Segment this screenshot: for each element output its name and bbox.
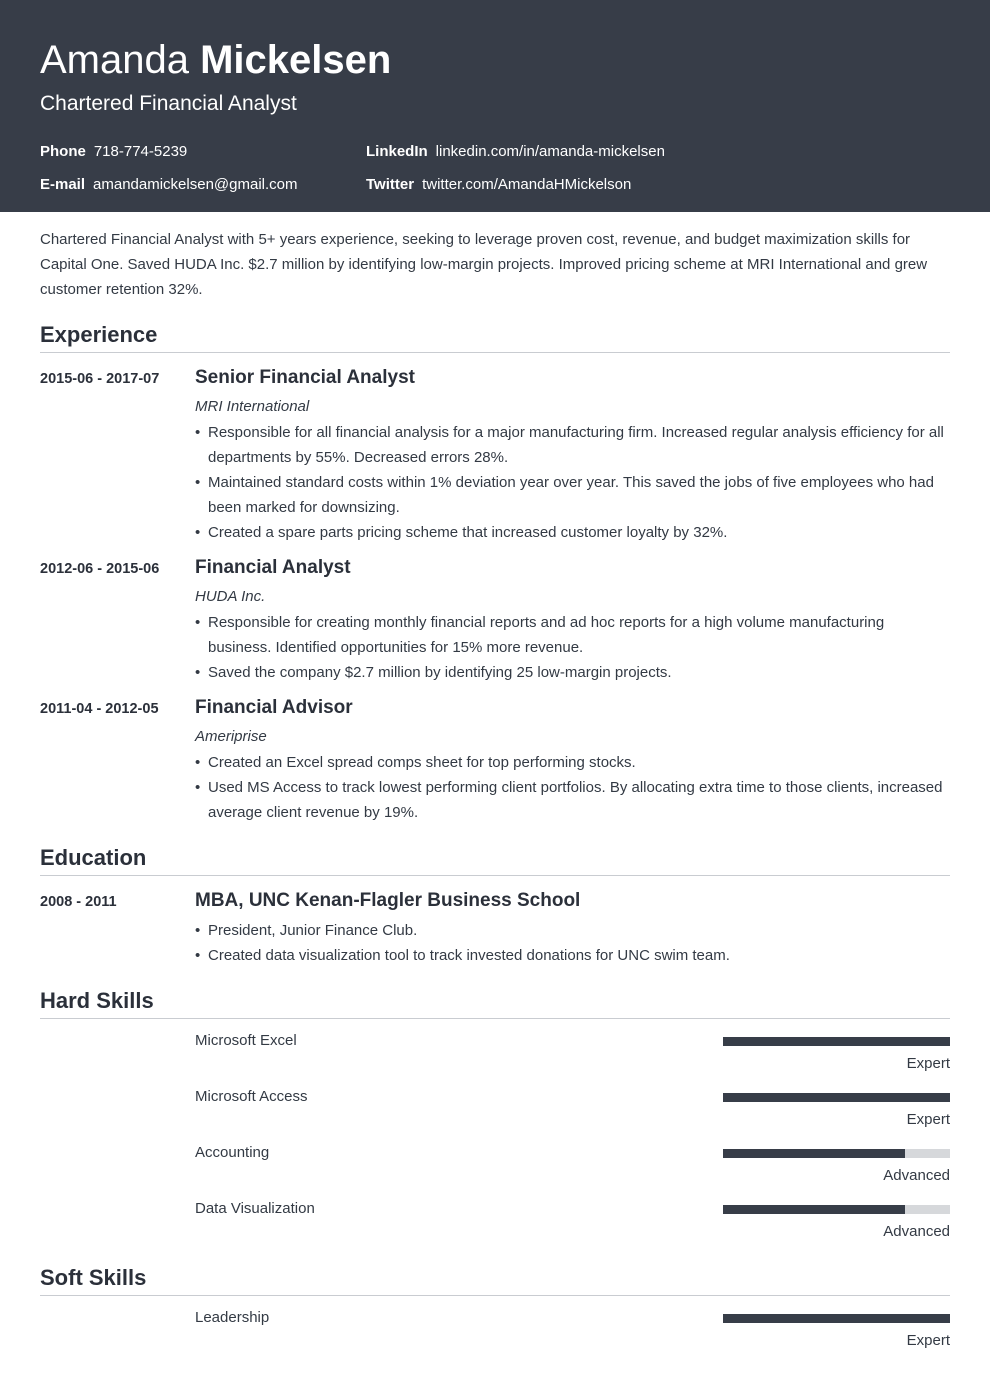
section-title-soft-skills: Soft Skills [40, 1264, 950, 1296]
education-bullets [195, 918, 950, 968]
last-name: Mickelsen [200, 38, 392, 82]
job-dates: 2011-04 - 2012-05 [40, 701, 159, 717]
contact-label: LinkedIn [366, 143, 428, 160]
contact-label: Phone [40, 143, 86, 160]
job-title: Chartered Financial Analyst [40, 92, 297, 115]
skill-level-label: Advanced [883, 1223, 950, 1240]
section-title-hard-skills: Hard Skills [40, 987, 950, 1019]
section-title-education: Education [40, 844, 950, 876]
skill-name: Leadership [195, 1309, 270, 1326]
resume-header [0, 0, 990, 212]
contact-label: Twitter [366, 176, 415, 193]
skill-level-fill [723, 1314, 950, 1323]
section-title-experience: Experience [40, 321, 950, 353]
job-company: HUDA Inc. [195, 588, 266, 605]
contact-email [40, 175, 298, 195]
job-role: Senior Financial Analyst [195, 367, 415, 388]
education-dates: 2008 - 2011 [40, 894, 117, 910]
skill-level-fill [723, 1037, 950, 1046]
job-role: Financial Analyst [195, 557, 351, 578]
skill-level-label: Expert [906, 1055, 950, 1072]
skill-name: Microsoft Excel [195, 1032, 297, 1049]
email-link[interactable]: amandamickelsen@gmail.com [93, 176, 298, 193]
list-item: • President, Junior Finance Club. [195, 918, 950, 943]
skill-level-bar [723, 1314, 950, 1323]
contact-phone [40, 142, 187, 162]
linkedin-link[interactable]: linkedin.com/in/amanda-mickelsen [435, 143, 665, 160]
contact-twitter [366, 175, 631, 195]
skill-name: Data Visualization [195, 1200, 315, 1217]
twitter-link[interactable]: twitter.com/AmandaHMickelson [422, 176, 632, 193]
list-item: • Used MS Access to track lowest performing client portfolios. By allocating extra time to those clients, increased average client revenue by 19%. [195, 775, 950, 825]
skill-level-bar [723, 1093, 950, 1102]
skill-level-label: Advanced [883, 1167, 950, 1184]
skill-level-fill [723, 1093, 950, 1102]
list-item: • Responsible for all financial analysis for a major manufacturing firm. Increased regular analysis efficiency for all departments by 55%. Decreased errors 28%. [195, 420, 950, 470]
first-name: Amanda [40, 38, 189, 82]
contact-linkedin [366, 142, 665, 162]
skill-level-bar [723, 1037, 950, 1046]
summary-paragraph: Chartered Financial Analyst with 5+ years experience, seeking to leverage proven cost, revenue, and budget maximization skills for Capital One. Saved HUDA Inc. $2.7 million by identifying low-margin projects. Improved pricing scheme at MRI International and grew customer retention 32%. [40, 231, 928, 298]
skill-level-fill [723, 1149, 905, 1158]
skill-level-bar [723, 1149, 950, 1158]
list-item: • Created a spare parts pricing scheme that increased customer loyalty by 32%. [195, 520, 950, 545]
job-dates: 2012-06 - 2015-06 [40, 561, 160, 577]
skill-level-label: Expert [906, 1111, 950, 1128]
job-bullets [195, 750, 950, 825]
education-degree: MBA, UNC Kenan-Flagler Business School [195, 890, 581, 911]
job-role: Financial Advisor [195, 697, 353, 718]
skill-level-fill [723, 1205, 905, 1214]
job-company: Ameriprise [195, 728, 267, 745]
list-item: • Created an Excel spread comps sheet for top performing stocks. [195, 750, 950, 775]
candidate-name [40, 36, 391, 84]
job-dates: 2015-06 - 2017-07 [40, 371, 160, 387]
list-item: • Saved the company $2.7 million by identifying 25 low-margin projects. [195, 660, 950, 685]
list-item: • Maintained standard costs within 1% deviation year over year. This saved the jobs of five employees who had been marked for downsizing. [195, 470, 950, 520]
skill-name: Accounting [195, 1144, 270, 1161]
phone-value[interactable]: 718-774-5239 [93, 143, 188, 160]
job-bullets [195, 420, 950, 545]
job-bullets [195, 610, 950, 685]
contact-label: E-mail [40, 176, 86, 193]
job-company: MRI International [195, 398, 310, 415]
list-item: • Responsible for creating monthly financial reports and ad hoc reports for a high volume manufacturing business. Identified opportunities for 15% more revenue. [195, 610, 950, 660]
skill-level-label: Expert [906, 1332, 950, 1349]
skill-level-bar [723, 1205, 950, 1214]
skill-name: Microsoft Access [195, 1088, 308, 1105]
list-item: • Created data visualization tool to track invested donations for UNC swim team. [195, 943, 950, 968]
